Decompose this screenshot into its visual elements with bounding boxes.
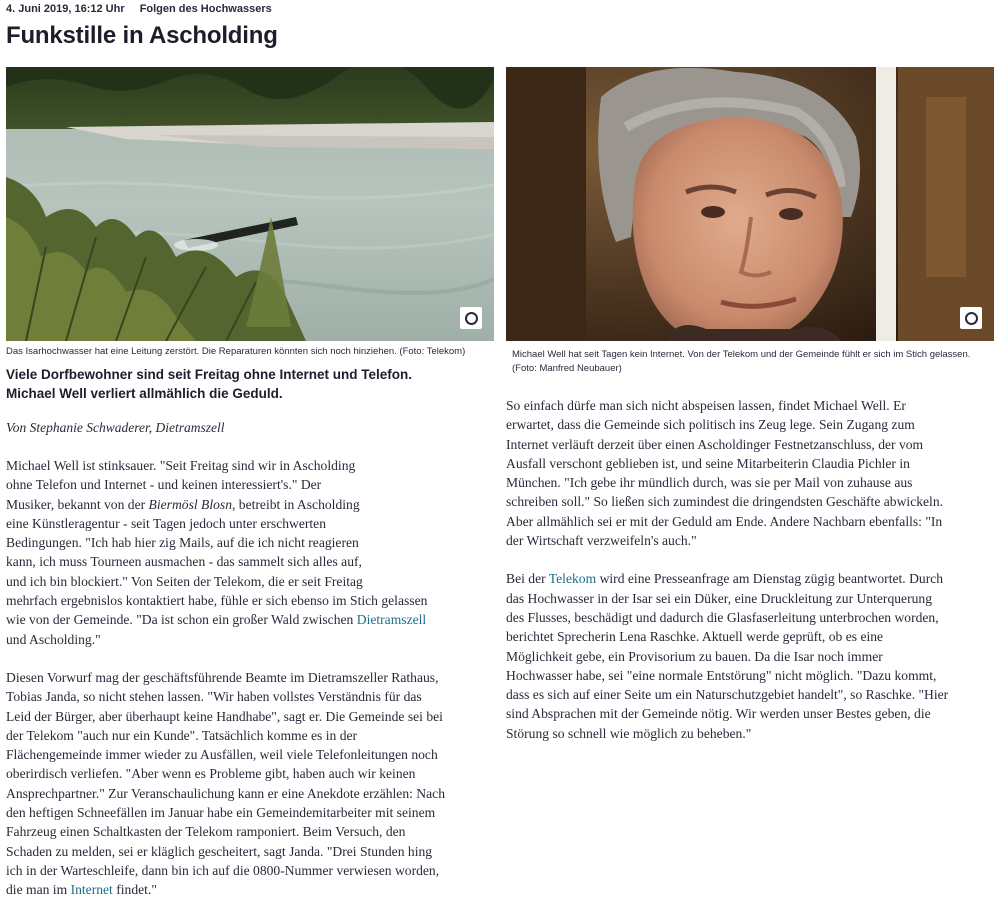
text-line: der Telekom "auch nur ein Kunde". Tatsächlich komme es in der (6, 727, 358, 743)
text-line: Aber allmählich sei er mit der Geduld am Ende. Andere Nachbarn ebenfalls: "In (506, 513, 943, 529)
text-line: mehrfach ergebnislos kontaktiert habe, fühle er sich ebenso im Stich gelassen (6, 593, 428, 609)
text-line: berichtet Sprecherin Lena Raschke. Aktuell werde geprüft, ob es eine (506, 629, 884, 645)
photo-flood-river[interactable] (6, 67, 494, 341)
article-column-left (6, 456, 498, 919)
text-fragment: wird eine Presseanfrage am Dienstag zügig beantwortet. Durch (596, 571, 944, 587)
text-line: der Wirtschaft verzweifeln's auch." (506, 533, 697, 549)
article-topic: Folgen des Hochwassers (139, 3, 272, 15)
caption-right-credit: (Foto: Manfred Neubauer) (512, 363, 622, 374)
article-teaser (6, 365, 496, 403)
text-line: Schaden zu melden, sei er kläglich gescheitert, sagt Janda. "Drei Stunden hing (6, 843, 433, 859)
text-line: Bedingungen. "Ich hab hier zig Mails, auf die ich nicht reagieren (6, 535, 359, 551)
text-line: des Flusses, beschädigt und dadurch die Glasfaserleitung unterbrochen worden, (506, 609, 939, 625)
text-fragment: findet." (112, 882, 157, 898)
text-line: Internet verläuft derzeit über einen Ascholdinger Festnetzanschluss, der vom (506, 436, 924, 452)
text-line: den heftigen Schneefällen im Januar habe ein Gemeindemitarbeiter mit seinem (6, 805, 436, 821)
text-line: Ansprechpartner." Zur Veranschaulichung kann er eine Anekdote erzählen: Nach (6, 785, 445, 801)
paragraph (6, 668, 498, 900)
text-line: Störung so schnell wie möglich zu beheben." (506, 725, 752, 741)
article-column-right (506, 396, 996, 762)
text-line: oberirdisch verliefen. "Aber wenn es Probleme gibt, haben auch wir keinen (6, 766, 416, 782)
text-line: eine Künstleragentur - seit Tagen jedoch unter erschwerten (6, 515, 327, 531)
paragraph (506, 396, 996, 550)
photo-caption-right (512, 348, 994, 376)
paragraph (6, 456, 498, 649)
text-fragment: wie von der Gemeinde. "Da ist schon ein großer Wald zwischen (6, 612, 357, 628)
text-fragment: die man im (6, 882, 71, 898)
article-byline: Von Stephanie Schwaderer, Dietramszell (6, 420, 225, 435)
zoom-icon[interactable] (960, 307, 982, 329)
text-line: So einfach dürfe man sich nicht abspeisen lassen, findet Michael Well. Er (506, 398, 906, 413)
text-line: und ich bin blockiert." Von Seiten der Telekom, die er seit Freitag (6, 573, 363, 589)
text-fragment: , betreibt in Ascholding (232, 496, 360, 512)
flood-river-illustration (6, 67, 494, 341)
text-line: Michael Well ist stinksauer. "Seit Freitag sind wir in Ascholding (6, 458, 356, 473)
article-title: Funkstille in Ascholding (6, 22, 278, 49)
text-line: Möglichkeit gebe, ein Provisorium zu bauen. Da die Isar noch immer (506, 648, 883, 664)
text-line: ohne Telefon und Internet - und keinen interessiert's." Der (6, 477, 322, 493)
text-line: kann, ich muss Tourneen ausmachen - das sammelt sich alles auf, (6, 554, 362, 570)
text-line: Diesen Vorwurf mag der geschäftsführende Beamte im Dietramszeller Rathaus, (6, 669, 439, 685)
text-line: Fahrzeug einen Schaltkasten der Telekom ramponiert. Beim Versuch, den (6, 824, 406, 840)
paragraph (506, 569, 996, 743)
band-name: Biermösl Blosn (148, 496, 232, 512)
photo-portrait-michael-well[interactable] (506, 67, 994, 341)
teaser-line: Michael Well verliert allmählich die Geduld. (6, 386, 283, 401)
text-line: dass es sich auf einer Seite um ein Naturschutzgebiet handelt", so Raschke. "Hier (506, 687, 949, 703)
text-line: Tobias Janda, so nicht stehen lassen. "Wir haben vollstes Verständnis für das (6, 689, 422, 705)
article-date: 4. Juni 2019, 16:12 Uhr (6, 3, 125, 15)
zoom-icon[interactable] (460, 307, 482, 329)
teaser-line: Viele Dorfbewohner sind seit Freitag ohne Internet und Telefon. (6, 367, 413, 382)
text-line: Leid der Bürger, aber überhaupt keine Handhabe", sagt er. Die Gemeinde sei bei (6, 708, 443, 724)
text-line: ich in der Warteschleife, dann bin ich auf die 0800-Nummer verwiesen worden, (6, 862, 440, 878)
text-line: das Hochwasser in der Isar sei ein Düker, eine Druckleitung zur Unterquerung (506, 590, 932, 606)
text-line: München. "Ich gebe ihr mündlich durch, was sie per Mail von zuhause aus (506, 475, 913, 491)
caption-right-text: Michael Well hat seit Tagen kein Internet. Von der Telekom und der Gemeinde fühlt er sich im Stich gelassen. (512, 349, 971, 360)
text-fragment: Bei der (506, 571, 549, 587)
text-line: sind Absprachen mit der Gemeinde nötig. Wir werden unser Bestes geben, die (506, 706, 931, 722)
text-fragment: Musiker, bekannt von der (6, 496, 149, 512)
link-internet[interactable]: Internet (70, 882, 113, 898)
text-line: Hochwasser habe, sei "eine normale Entstörung" nicht möglich. "Dazu kommt, (506, 667, 937, 683)
text-line: schreiben soll." So ließen sich zumindest die dringendsten Geschäfte abwickeln. (506, 494, 944, 510)
link-telekom[interactable]: Telekom (548, 571, 597, 587)
text-line: und Ascholding." (6, 631, 101, 647)
text-line: Flächengemeinde immer wieder zu Ausfällen, weil viele Telefonleitungen noch (6, 747, 438, 763)
photo-caption-left: Das Isarhochwasser hat eine Leitung zerstört. Die Reparaturen könnten sich noch hinziehen. (Foto: Telekom) (6, 346, 466, 357)
text-line: Ausfall verschont geblieben ist, und seine Mitarbeiterin Claudia Pichler in (506, 455, 910, 471)
text-line: erwartet, dass die Gemeinde sich politisch ins Zeug lege. Sein Zugang zum (506, 417, 915, 433)
article-dateline (6, 3, 272, 15)
link-dietramszell[interactable]: Dietramszell (356, 612, 427, 628)
portrait-illustration (506, 67, 994, 341)
